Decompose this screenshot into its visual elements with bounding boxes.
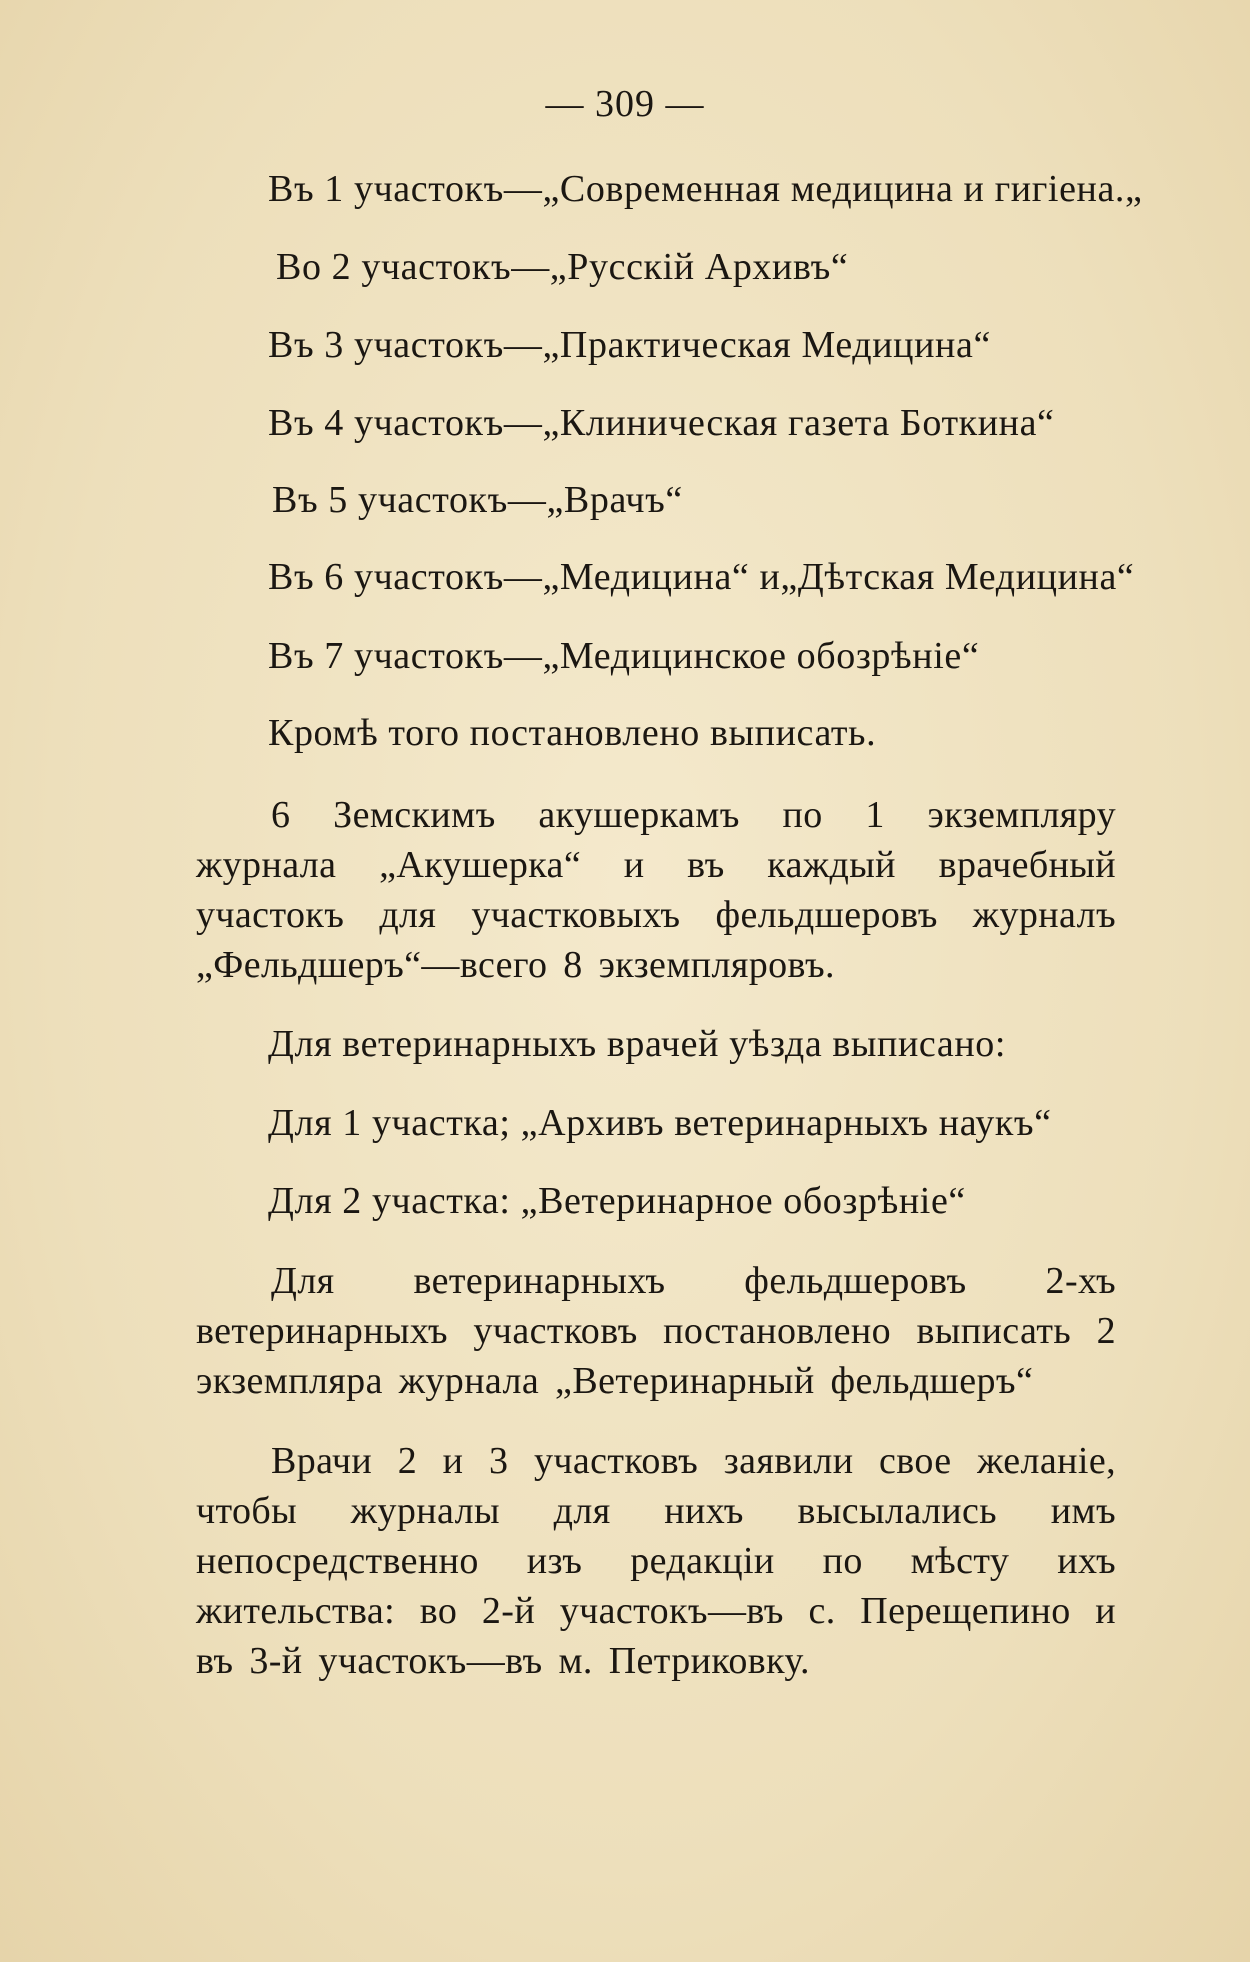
subscription-line-2: Во 2 участокъ—„Русскій Архивъ“ [276,246,849,288]
veterinary-heading: Для ветеринарныхъ врачей уѣзда выписано: [268,1023,1007,1065]
veterinary-item-1: Для 1 участка; „Архивъ ветеринарныхъ наукъ“ [268,1102,1052,1144]
subscription-line-4: Въ 4 участокъ—„Клиническая газета Боткина“ [268,402,1055,444]
subscription-line-3: Въ 3 участокъ—„Практическая Медицина“ [268,324,991,366]
besides-line: Кромѣ того постановлено выписать. [268,712,877,754]
subscription-line-5: Въ 5 участокъ—„Врачъ“ [272,479,683,521]
subscription-line-1: Въ 1 участокъ—„Современная медицина и гигіена.„ [268,168,1143,210]
veterinary-item-2: Для 2 участка: „Ветеринарное обозрѣніе“ [268,1180,966,1222]
subscription-line-6: Въ 6 участокъ—„Медицина“ и„Дѣтская Медицина“ [268,556,1135,598]
doctors-paragraph: Врачи 2 и 3 участковъ заявили свое желаніе, чтобы журналы для нихъ высылались имъ непосредственно изъ редакціи по мѣсту ихъ жительства: во 2-й участокъ—въ с. Перещепино и въ 3-й участокъ—въ м. Петриковку. [196,1440,1116,1682]
vet-feldsher-paragraph: Для ветеринарныхъ фельдшеровъ 2-хъ ветеринарныхъ участковъ постановлено выписать 2 экземпляра журнала „Ветеринарный фельдшеръ“ [196,1260,1116,1402]
page-number: — 309 — [545,83,705,125]
subscription-line-7: Въ 7 участокъ—„Медицинское обозрѣніе“ [268,635,980,677]
midwives-paragraph: 6 Земскимъ акушеркамъ по 1 экземпляру журнала „Акушерка“ и въ каждый врачебный участокъ для участковыхъ фельдшеровъ журналъ „Фельдшеръ“—всего 8 экземпляровъ. [196,794,1116,986]
